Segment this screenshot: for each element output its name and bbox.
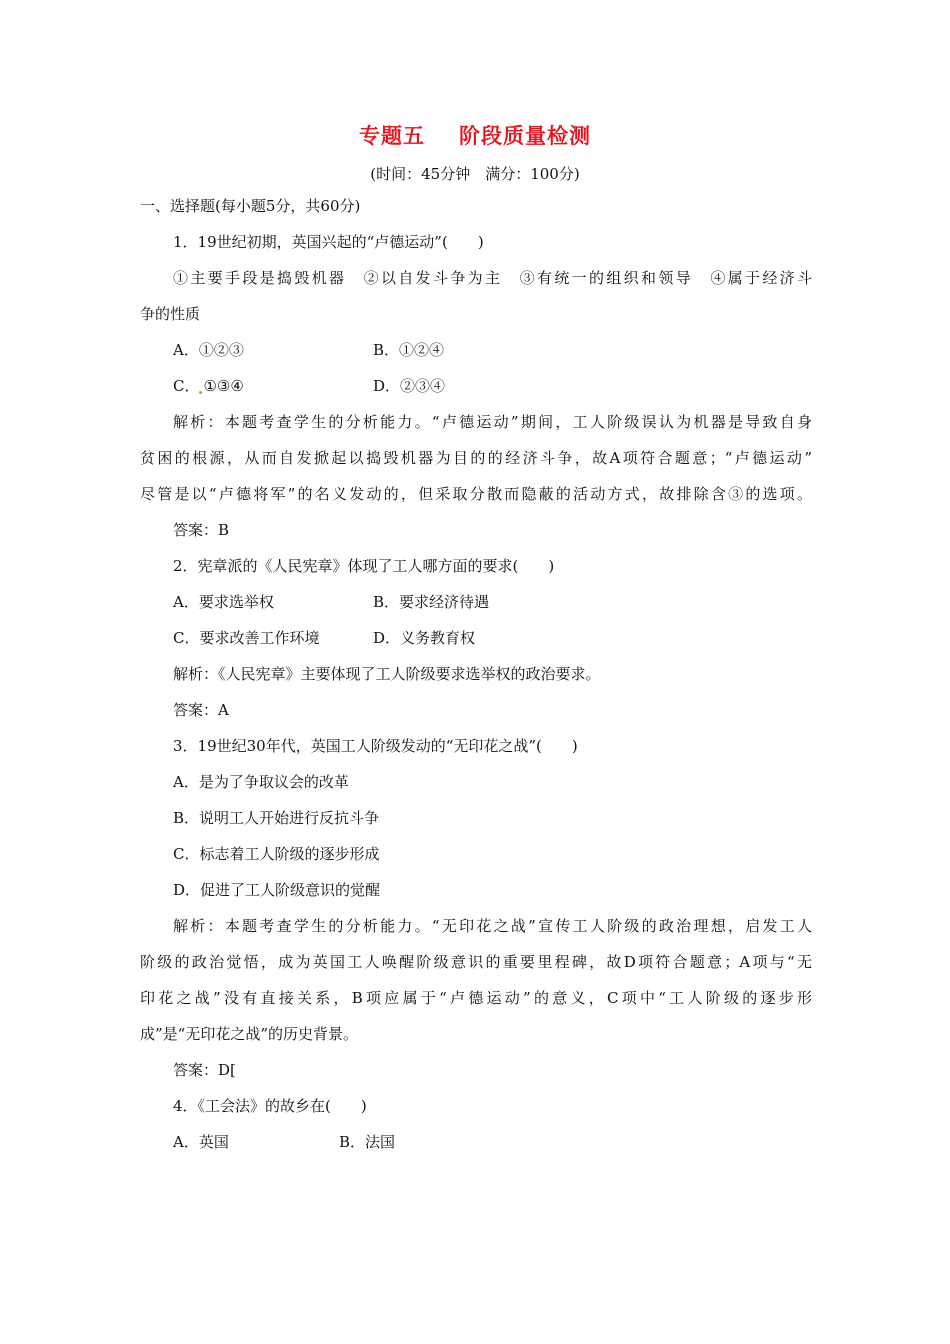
q1-option-c: C． ①③④ bbox=[173, 377, 244, 395]
q1-analysis-line2: 贫困的根源，从而自发掀起以捣毁机器为目的的经济斗争，故A项符合题意；“卢德运动” bbox=[140, 449, 812, 467]
q2-analysis: 解析：《人民宪章》主要体现了工人阶级要求选举权的政治要求。 bbox=[173, 665, 601, 683]
q4-option-a: A．英国 bbox=[173, 1133, 229, 1151]
q3-answer: 答案：D[ bbox=[173, 1061, 236, 1079]
q1-options-row2 bbox=[140, 376, 812, 412]
q3-option-b: B．说明工人开始进行反抗斗争 bbox=[173, 809, 380, 827]
q2-stem: 2．宪章派的《人民宪章》体现了工人哪方面的要求( ) bbox=[173, 557, 555, 575]
q2-option-c: C．要求改善工作环境 bbox=[173, 629, 320, 647]
q1-answer: 答案：B bbox=[173, 521, 230, 539]
q2-option-d: D．义务教育权 bbox=[373, 629, 476, 647]
q3-analysis-line1: 解析：本题考查学生的分析能力。“无印花之战”宣传工人阶级的政治理想，启发工人 bbox=[173, 917, 812, 935]
title-part1: 专题五 bbox=[359, 124, 425, 148]
q3-option-c: C．标志着工人阶级的逐步形成 bbox=[173, 845, 380, 863]
q1-items-line2: 争的性质 bbox=[140, 305, 201, 323]
q3-analysis-line2: 阶级的政治觉悟，成为英国工人唤醒阶级意识的重要里程碑，故D项符合题意；A项与“无 bbox=[140, 953, 812, 971]
q2-answer: 答案：A bbox=[173, 701, 229, 719]
q4-option-b: B．法国 bbox=[339, 1133, 396, 1151]
page-subtitle: (时间：45分钟 满分：100分) bbox=[370, 165, 580, 183]
q2-option-a: A．要求选举权 bbox=[173, 593, 274, 611]
q2-options-row2 bbox=[140, 628, 812, 664]
q3-option-a: A．是为了争取议会的改革 bbox=[173, 773, 349, 791]
q1-items-line1: ①主要手段是捣毁机器 ②以自发斗争为主 ③有统一的组织和领导 ④属于经济斗 bbox=[173, 269, 812, 287]
q3-analysis-line3: 印花之战”没有直接关系，B项应属于“卢德运动”的意义，C项中“工人阶级的逐步形 bbox=[140, 989, 812, 1007]
q3-analysis-line4: 成”是“无印花之战”的历史背景。 bbox=[140, 1025, 359, 1043]
q4-stem: 4．《工会法》的故乡在( ) bbox=[173, 1097, 367, 1115]
exam-content bbox=[140, 196, 812, 1168]
q1-stem: 1．19世纪初期，英国兴起的“卢德运动”( ) bbox=[173, 233, 484, 251]
q1-analysis-line3: 尽管是以“卢德将军”的名义发动的，但采取分散而隐蔽的活动方式，故排除含③的选项。 bbox=[140, 485, 812, 503]
q2-options-row1 bbox=[140, 592, 812, 628]
q3-option-d: D．促进了工人阶级意识的觉醒 bbox=[173, 881, 381, 899]
q1-option-a: A．①②③ bbox=[173, 341, 244, 359]
section-heading: 一、选择题(每小题5分，共60分) bbox=[140, 197, 361, 215]
page-title bbox=[0, 120, 950, 150]
q1-analysis-line1: 解析：本题考查学生的分析能力。“卢德运动”期间，工人阶级误认为机器是导致自身 bbox=[173, 413, 812, 431]
q1-option-d: D．②③④ bbox=[373, 377, 446, 395]
q4-options-row1 bbox=[140, 1132, 812, 1168]
q1-options-row1 bbox=[140, 340, 812, 376]
q2-option-b: B．要求经济待遇 bbox=[373, 593, 490, 611]
title-part2: 阶段质量检测 bbox=[459, 124, 591, 148]
q1-option-b: B．①②④ bbox=[373, 341, 445, 359]
q3-stem: 3．19世纪30年代，英国工人阶级发动的“无印花之战”( ) bbox=[173, 737, 578, 755]
